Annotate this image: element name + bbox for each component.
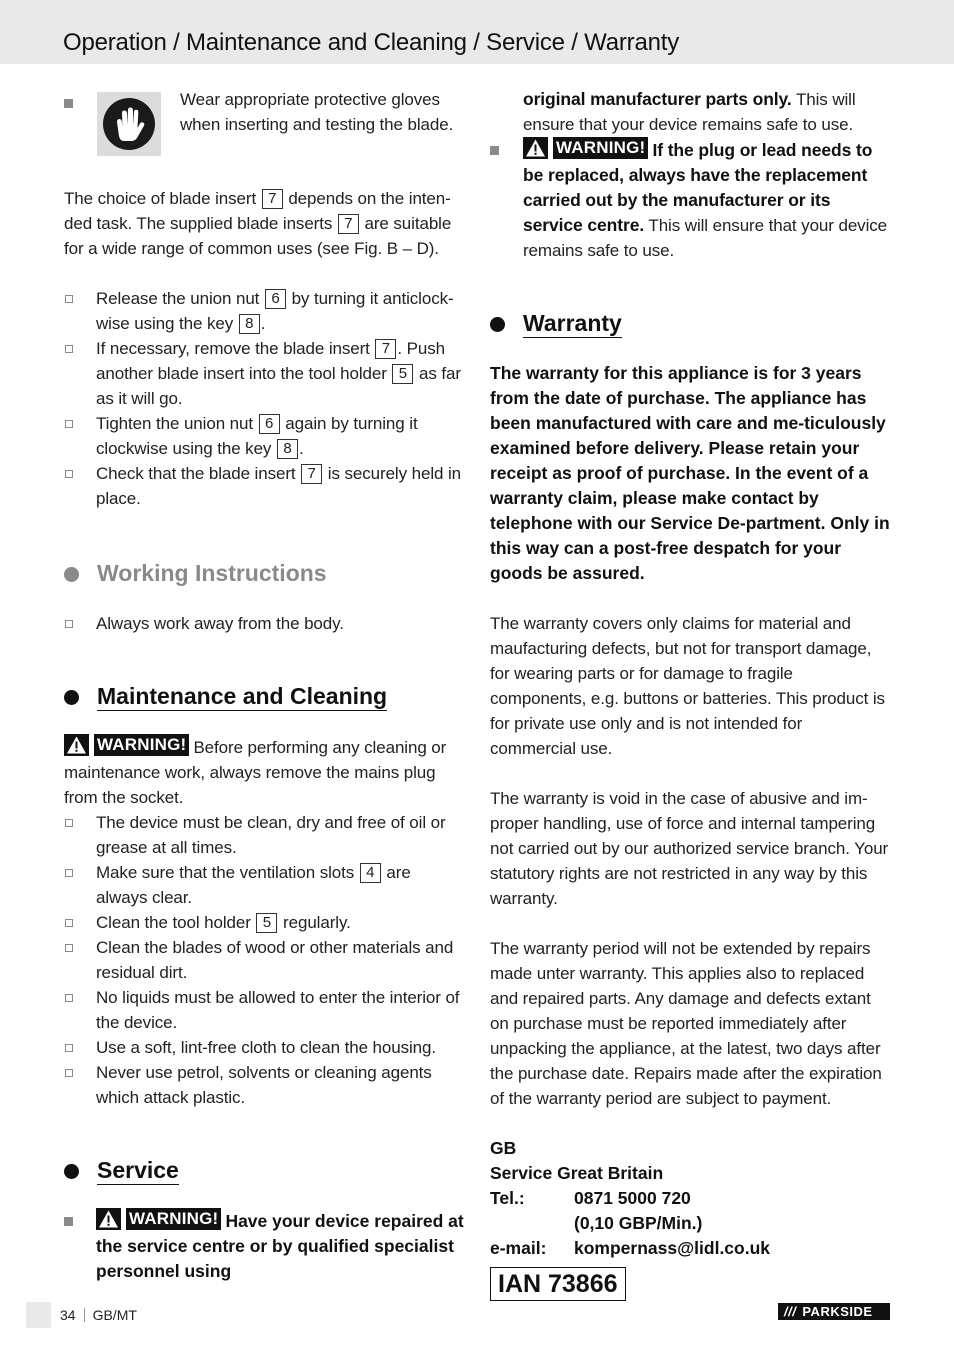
text-span: Make sure that the ventilation slots xyxy=(96,863,355,882)
warning-badge xyxy=(523,137,648,159)
heading-text: Service xyxy=(97,1157,179,1183)
ref-7: 7 xyxy=(262,189,283,209)
bullet-dot xyxy=(64,567,79,582)
list-item xyxy=(64,935,464,985)
list-item xyxy=(64,1035,464,1060)
text-span: This will ensure that your device remains safe to use. xyxy=(523,90,856,134)
bullet-dot xyxy=(64,1164,79,1179)
heading-text: Working Instructions xyxy=(97,560,327,586)
list-item xyxy=(64,336,464,411)
bullet-square xyxy=(65,620,73,628)
bullet-square xyxy=(65,470,73,478)
ref-8: 8 xyxy=(277,439,298,459)
heading-text: Warranty xyxy=(523,310,622,336)
brand-name: PARKSIDE xyxy=(802,1304,873,1319)
ref-5: 5 xyxy=(392,364,413,384)
gloves-notice xyxy=(64,87,464,180)
list-item xyxy=(64,411,464,461)
ref-7: 7 xyxy=(301,464,322,484)
warning-label: WARNING! xyxy=(553,137,648,159)
text-span: . xyxy=(298,439,304,458)
warning-icon xyxy=(96,1208,121,1230)
list-item xyxy=(64,611,464,636)
contact-tel-row xyxy=(490,1186,892,1211)
bullet-square xyxy=(64,99,73,108)
text-span: Have your device repaired at the service centre or by qualified specialist personnel using xyxy=(96,1211,464,1281)
gloves-text: Wear appropriate protective gloves when inserting and testing the blade. xyxy=(180,90,454,134)
bullet-square xyxy=(65,819,73,827)
text-span: is securely held in place. xyxy=(96,464,462,508)
list-item xyxy=(64,910,464,935)
page-title: Operation / Maintenance and Cleaning / Service / Warranty xyxy=(63,29,680,56)
text-span: by turning it anticlock-wise using the key xyxy=(96,289,454,333)
tel-label: Tel.: xyxy=(490,1188,525,1208)
text-span: Always work away from the body. xyxy=(96,614,344,633)
text-span: The device must be clean, dry and free of oil or grease at all times. xyxy=(96,813,446,857)
service-contact xyxy=(490,1136,892,1261)
list-item xyxy=(64,461,464,511)
bullet-square xyxy=(65,919,73,927)
bullet-square xyxy=(64,1217,73,1226)
ian-number: IAN 73866 xyxy=(490,1267,626,1301)
warning-badge xyxy=(96,1208,221,1230)
ref-6: 6 xyxy=(265,289,286,309)
warning-label: WARNING! xyxy=(126,1208,221,1230)
warning-label: WARNING! xyxy=(94,734,189,756)
footer-page-info xyxy=(60,1306,137,1324)
maintenance-heading xyxy=(64,682,464,712)
contact-name: Service Great Britain xyxy=(490,1163,664,1183)
ref-7: 7 xyxy=(338,214,359,234)
warning-icon xyxy=(523,137,548,159)
gloves-icon xyxy=(103,98,155,150)
text-span: as far as it will go. xyxy=(96,364,461,408)
bullet-square xyxy=(490,146,499,155)
text-span: Release the union nut xyxy=(96,289,260,308)
warranty-paragraph: The warranty period will not be extended by repairs made unter warranty. This applies also to replaced and repaired parts. Any damage and defects extant on purchase must be reported immediately after unpacking the appliance, at the latest, two days after the purchase date. Repairs made after the expiration of the warranty period are subject to payment. xyxy=(490,939,882,1108)
ref-7: 7 xyxy=(375,339,396,359)
list-item xyxy=(64,985,464,1035)
brand-logo xyxy=(778,1303,890,1320)
list-item xyxy=(64,860,464,910)
list-item xyxy=(64,286,464,336)
heading-text: Maintenance and Cleaning xyxy=(97,683,388,709)
warranty-paragraph: The warranty covers only claims for material and maufacturing defects, but not for transport damage, for wearing parts or for damage to fragile components, e.g. buttons or batteries. This product is for private use only and is not intended for commercial use. xyxy=(490,614,885,758)
gloves-pictogram xyxy=(97,92,161,156)
brand-slashes: /// xyxy=(784,1304,797,1319)
email-value: kompernass@lidl.co.uk xyxy=(574,1238,771,1258)
maintenance-warning xyxy=(64,734,464,810)
text-span: depends on the inten-ded task. The supplied blade inserts xyxy=(64,189,451,233)
text-span: If the plug or lead needs to be replaced, always have the replacement carried out by the manufacturer or its service centre. xyxy=(523,140,873,235)
text-span: The choice of blade insert xyxy=(64,189,257,208)
bullet-square xyxy=(65,869,73,877)
list-item xyxy=(64,810,464,860)
right-column xyxy=(490,87,892,1301)
plug-warning xyxy=(490,137,892,263)
service-continuation xyxy=(490,87,892,137)
ref-5: 5 xyxy=(256,913,277,933)
email-label: e-mail: xyxy=(490,1238,547,1258)
text-span: regularly. xyxy=(283,913,351,932)
text-span: original manufacturer parts only. xyxy=(523,89,792,109)
text-span: Tighten the union nut xyxy=(96,414,254,433)
bullet-square xyxy=(65,420,73,428)
contact-email-row xyxy=(490,1236,892,1261)
tel-rate: (0,10 GBP/Min.) xyxy=(574,1213,703,1233)
warranty-paragraph: The warranty is void in the case of abusive and im-proper handling, use of force and internal tampering not carried out by our authorized service branch. Your statutory rights are not restricted in any way by this warranty. xyxy=(490,789,889,908)
text-span: Clean the blades of wood or other materials and residual dirt. xyxy=(96,938,454,982)
text-span: again by turning it clockwise using the key xyxy=(96,414,418,458)
text-span: If necessary, remove the blade insert xyxy=(96,339,370,358)
page-number: 34 xyxy=(60,1307,76,1323)
text-span: Use a soft, lint-free cloth to clean the housing. xyxy=(96,1038,437,1057)
text-span: Clean the tool holder xyxy=(96,913,251,932)
bullet-dot xyxy=(490,317,505,332)
warranty-heading xyxy=(490,309,892,339)
ref-8: 8 xyxy=(239,314,260,334)
warning-badge xyxy=(64,734,189,756)
bullet-square xyxy=(65,1044,73,1052)
text-span: are suitable for a wide range of common uses (see Fig. B – D). xyxy=(64,214,452,258)
text-span: Before performing any cleaning or maintenance work, always remove the mains plug from the socket. xyxy=(64,738,447,807)
bullet-square xyxy=(65,994,73,1002)
warning-icon xyxy=(64,734,89,756)
service-warning xyxy=(64,1208,464,1284)
tel-value: 0871 5000 720 xyxy=(574,1188,691,1208)
left-column xyxy=(64,87,464,1284)
ref-6: 6 xyxy=(259,414,280,434)
bullet-dot xyxy=(64,690,79,705)
list-item xyxy=(64,1060,464,1110)
bullet-square xyxy=(65,295,73,303)
ref-4: 4 xyxy=(360,863,381,883)
bullet-square xyxy=(65,1069,73,1077)
text-span: This will ensure that your device remains safe to use. xyxy=(523,216,888,260)
text-span: Check that the blade insert xyxy=(96,464,296,483)
working-instructions-heading xyxy=(64,559,464,589)
locale-label: GB/MT xyxy=(92,1307,137,1323)
service-heading xyxy=(64,1156,464,1186)
bullet-square xyxy=(65,345,73,353)
contact-country: GB xyxy=(490,1138,517,1158)
blade-choice-paragraph xyxy=(64,186,464,261)
bullet-square xyxy=(65,944,73,952)
text-span: No liquids must be allowed to enter the interior of the device. xyxy=(96,988,460,1032)
contact-rate-row xyxy=(490,1211,892,1236)
text-span: . xyxy=(260,314,266,333)
text-span: are always clear. xyxy=(96,863,411,907)
footer-box xyxy=(26,1302,51,1328)
text-span: . Push another blade insert into the tool holder xyxy=(96,339,446,383)
text-span: Never use petrol, solvents or cleaning agents which attack plastic. xyxy=(96,1063,432,1107)
warranty-bold-paragraph: The warranty for this appliance is for 3 years from the date of purchase. The appliance has been manufactured with care and me-ticulously examined before delivery. Please retain your receipt as proof of purchase. In the event of a warranty claim, please make contact by telephone with our Service De-partment. Only in this way can a post-free despatch for your goods be assured. xyxy=(490,363,890,583)
